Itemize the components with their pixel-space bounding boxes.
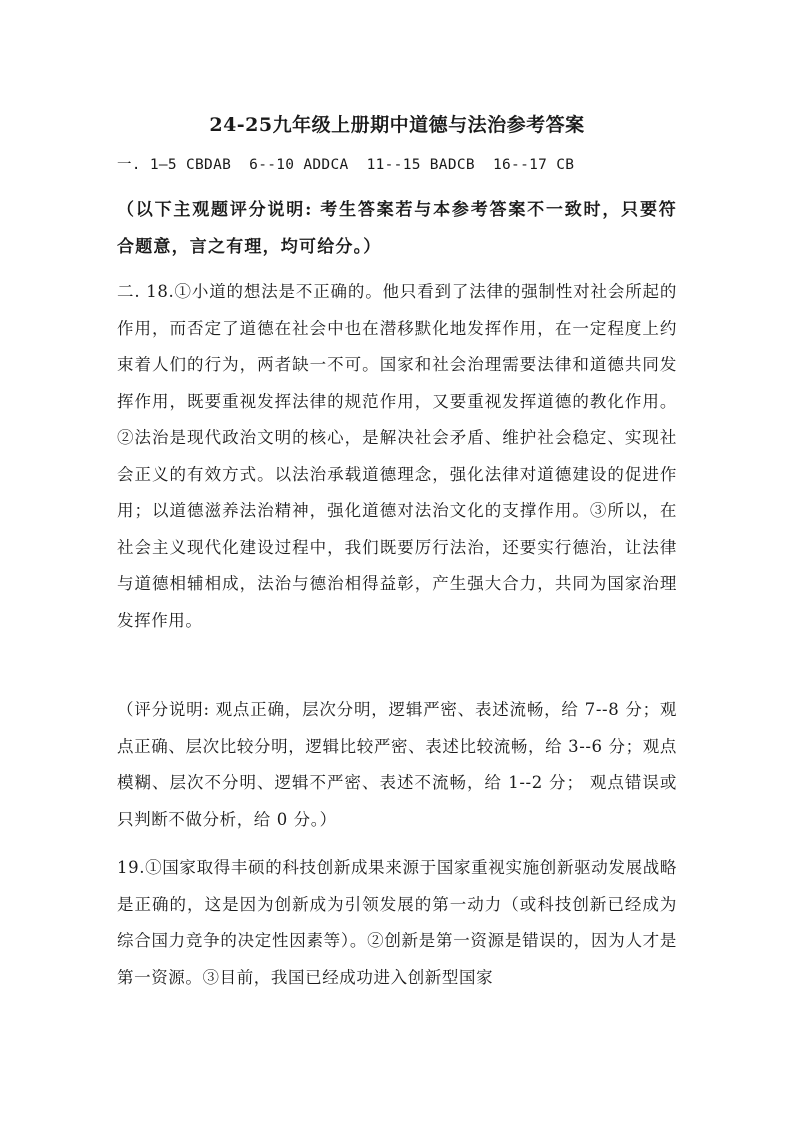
- question-18-answer: 二. 18.①小道的想法是不正确的。他只看到了法律的强制性对社会所起的作用，而否定了道德在社会中也在潜移默化地发挥作用，在一定程度上约束着人们的行为，两者缺一不可。国家和社会治理需要法律和道德共同发挥作用，既要重视发挥法律的规范作用，又要重视发挥道德的教化作用。②法治是现代政治文明的核心，是解决社会矛盾、维护社会稳定、实现社会正义的有效方式。以法治承载道德理念，强化法律对道德建设的促进作用；以道德滋养法治精神，强化道德对法治文化的支撑作用。③所以，在社会主义现代化建设过程中，我们既要厉行法治，还要实行德治，让法律与道德相辅相成，法治与德治相得益彰，产生强大合力，共同为国家治理发挥作用。: [117, 282, 677, 630]
- grading-criteria: （评分说明: 观点正确，层次分明，逻辑严密、表述流畅，给 7--8 分；观点正确、层次比较分明，逻辑比较严密、表述比较流畅，给 3--6 分；观点模糊、层次不分明、逻辑不严密、表述不流畅，给 1--2 分； 观点错误或只判断不做分析，给 0 分。）: [117, 700, 677, 829]
- scoring-note: （以下主观题评分说明: 考生答案若与本参考答案不一致时，只要符合题意，言之有理，均可给分。）: [117, 200, 677, 257]
- question-19-answer: 19.①国家取得丰硕的科技创新成果来源于国家重视实施创新驱动发展战略是正确的，这是因为创新成为引领发展的第一动力（或科技创新已经成为综合国力竞争的决定性因素等）。②创新是第一资源是错误的，因为人才是第一资源。③目前，我国已经成功进入创新型国家: [117, 858, 677, 987]
- page-title: 24-25九年级上册期中道德与法治参考答案: [209, 114, 585, 136]
- multiple-choice-answers: 一. 1—5 CBDAB 6--10 ADDCA 11--15 BADCB 16--17 CB: [117, 157, 575, 173]
